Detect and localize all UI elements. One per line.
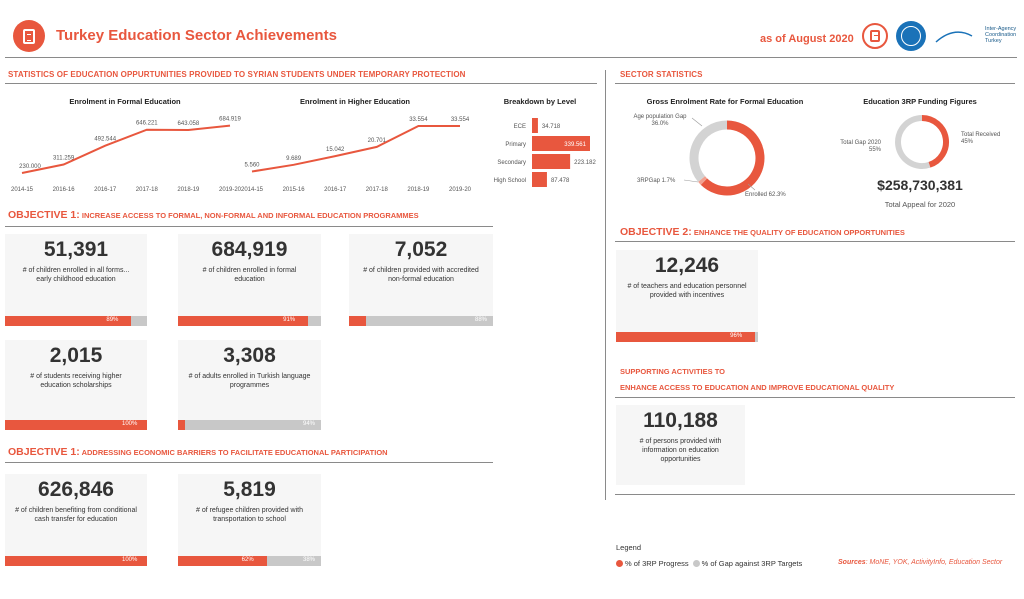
objective-1-tile-3-progress-label: 88% bbox=[474, 317, 487, 323]
supporting-divider bbox=[615, 397, 1015, 398]
formal-enrolment-chart-title: Enrolment in Formal Education bbox=[69, 97, 181, 106]
breakdown-value-label: 223.182 bbox=[574, 160, 596, 166]
formal-enrolment-x-tick: 2019-20 bbox=[218, 187, 242, 193]
objective-1-tile-3 bbox=[349, 234, 493, 326]
objective-1b-tile-2-gap-label: 38% bbox=[302, 557, 315, 563]
legend-title: Legend bbox=[616, 543, 642, 552]
un-logo-icon bbox=[896, 21, 926, 51]
formal-enrolment-x-tick: 2014-15 bbox=[10, 187, 34, 193]
breakdown-bar-chart bbox=[480, 118, 600, 198]
objective-1b-tile-2 bbox=[178, 474, 321, 566]
funding-caption: Total Appeal for 2020 bbox=[884, 200, 956, 209]
higher-enrolment-x-tick: 2018-19 bbox=[407, 187, 430, 193]
objective-1b-tile-1-description: # of children benefiting from conditional cash transfer for education bbox=[15, 507, 137, 523]
funding-slice bbox=[898, 118, 929, 166]
higher-enrolment-value-label: 9.689 bbox=[286, 155, 302, 162]
objective-2-tile-number: 12,246 bbox=[654, 254, 720, 277]
supporting-title-1: SUPPORTING ACTIVITIES TO bbox=[620, 367, 726, 376]
breakdown-value-label: 339.561 bbox=[564, 142, 586, 148]
higher-enrolment-line-chart bbox=[240, 110, 480, 198]
objective-1-tile-3-description: # of children provided with accredited non-formal education bbox=[363, 267, 479, 283]
formal-enrolment-x-tick: 2016-17 bbox=[94, 187, 117, 193]
legend-gap-dot bbox=[693, 560, 700, 567]
objective-1b-prefix: OBJECTIVE 1: bbox=[8, 446, 80, 458]
formal-enrolment-x-tick: 2018-19 bbox=[177, 187, 200, 193]
sector-divider bbox=[615, 83, 1015, 84]
objective-1b-tile-2-description: # of refugee children provided with transportation to school bbox=[195, 507, 303, 523]
gross-enrolment-donut-chart bbox=[620, 110, 830, 205]
formal-enrolment-value-label: 684.919 bbox=[219, 116, 241, 123]
legend-progress-dot bbox=[616, 560, 623, 567]
objective-2-tile-progress-bar bbox=[616, 332, 758, 342]
gross-enrolment-chart-title: Gross Enrolment Rate for Formal Education bbox=[646, 97, 804, 106]
sector-section-title: SECTOR STATISTICS bbox=[620, 70, 703, 79]
objective-1-tile-3-progress-bar bbox=[349, 316, 493, 326]
legend bbox=[616, 559, 802, 568]
funding-received-label: Total Received 45% bbox=[961, 132, 1001, 145]
statistics-divider bbox=[5, 83, 597, 84]
objective-1-tile-1-number: 51,391 bbox=[43, 238, 109, 261]
objective-1-tile-5-description: # of adults enrolled in Turkish language programmes bbox=[188, 373, 311, 389]
objective-1-prefix: OBJECTIVE 1: bbox=[8, 209, 80, 221]
objective-1b-tile-2-progress-label: 62% bbox=[241, 557, 254, 563]
objective-1-tile-4-progress-bar bbox=[5, 420, 147, 430]
objective-1-title bbox=[8, 209, 419, 221]
objective-1-tile-1 bbox=[5, 234, 147, 326]
higher-enrolment-series-line bbox=[252, 126, 460, 172]
objective-1-tile-2 bbox=[178, 234, 321, 326]
formal-enrolment-x-tick: 2016-16 bbox=[52, 187, 75, 193]
objective-2-title bbox=[620, 226, 905, 238]
objective-1-tile-5-progress-bar bbox=[178, 420, 321, 430]
higher-enrolment-x-tick: 2014-15 bbox=[240, 187, 264, 193]
objective-1b-tile-1-progress-bar bbox=[5, 556, 147, 566]
objective-1-tile-3-progress-fill bbox=[349, 316, 366, 326]
breakdown-value-label: 87.478 bbox=[550, 178, 570, 184]
formal-enrolment-value-label: 492.544 bbox=[94, 136, 117, 143]
objective-1-tile-1-progress-bar bbox=[5, 316, 147, 326]
funding-chart-title: Education 3RP Funding Figures bbox=[863, 97, 977, 106]
sources-text: : MoNE, YOK, ActivityInfo, Education Sector bbox=[865, 559, 1003, 566]
objective-2-divider bbox=[615, 241, 1015, 242]
higher-enrolment-x-tick: 2016-17 bbox=[324, 187, 347, 193]
objective-1-tile-4-progress-label: 100% bbox=[122, 421, 138, 427]
breakdown-category-label: ECE bbox=[513, 124, 526, 130]
sector-logo-icon bbox=[862, 23, 888, 49]
breakdown-chart-title: Breakdown by Level bbox=[503, 97, 577, 106]
gross-enrolment-slice bbox=[702, 179, 704, 182]
objective-1-rest: INCREASE ACCESS TO FORMAL, NON-FORMAL AND INFORMAL EDUCATION PROGRAMMES bbox=[79, 211, 419, 220]
supporting-bottom-divider bbox=[615, 494, 1015, 495]
education-logo-icon bbox=[13, 20, 45, 52]
breakdown-category-label: Primary bbox=[505, 142, 526, 148]
funding-donut-chart bbox=[825, 110, 1020, 175]
gross-enrolment-enrolled-label: Enrolled 62.3% bbox=[745, 192, 786, 198]
higher-enrolment-value-label: 33.554 bbox=[409, 116, 428, 123]
gross-enrolment-age-gap-label: Age population Gap 36.0% bbox=[633, 114, 687, 127]
formal-enrolment-value-label: 311.259 bbox=[52, 155, 75, 162]
funding-gap-label: Total Gap 2020 55% bbox=[840, 140, 881, 153]
formal-enrolment-line-chart bbox=[10, 110, 250, 198]
higher-enrolment-x-tick: 2019-20 bbox=[448, 187, 472, 193]
objective-1-tile-2-progress-bar bbox=[178, 316, 321, 326]
breakdown-bar bbox=[532, 118, 538, 133]
breakdown-bar bbox=[532, 172, 547, 187]
formal-enrolment-value-label: 646.221 bbox=[135, 120, 158, 127]
gross-enrolment-3rp-gap-label: 3RPGap 1.7% bbox=[637, 178, 676, 184]
objective-2-tile bbox=[616, 250, 758, 342]
higher-enrolment-x-tick: 2017-18 bbox=[365, 187, 388, 193]
gross-enrolment-slice bbox=[694, 125, 727, 179]
objective-1-tile-5-progress-fill bbox=[178, 420, 185, 430]
formal-enrolment-value-label: 643.058 bbox=[177, 121, 200, 128]
statistics-section-title: STATISTICS OF EDUCATION OPPURTUNITIES PROVIDED TO SYRIAN STUDENTS UNDER TEMPORARY PROTECTION bbox=[8, 70, 466, 79]
partner-logo-text bbox=[985, 26, 1016, 44]
objective-1-tile-4 bbox=[5, 340, 147, 430]
header-divider bbox=[5, 57, 1017, 58]
partner-logo-graphic bbox=[934, 24, 974, 46]
supporting-tile-description: # of persons provided with information on education opportunities bbox=[639, 438, 722, 463]
objective-1-divider bbox=[5, 226, 493, 227]
objective-2-tile-progress-label: 96% bbox=[730, 333, 743, 339]
funding-slice bbox=[922, 118, 946, 165]
objective-1b-tile-1 bbox=[5, 474, 147, 566]
higher-enrolment-value-label: 5.560 bbox=[244, 162, 260, 169]
objective-1-tile-1-progress-label: 89% bbox=[106, 317, 119, 323]
objective-1-tile-4-number: 2,015 bbox=[49, 344, 103, 367]
as-of-date: as of August 2020 bbox=[760, 33, 854, 45]
formal-enrolment-x-tick: 2017-18 bbox=[135, 187, 158, 193]
objective-1-tile-1-description: # of children enrolled in all forms... early childhood education bbox=[22, 267, 130, 283]
objective-1-tile-3-number: 7,052 bbox=[394, 238, 448, 261]
legend-progress-label: % of 3RP Progress bbox=[625, 559, 689, 568]
objective-1-tile-5 bbox=[178, 340, 321, 430]
breakdown-bar bbox=[532, 154, 570, 169]
objective-1b-rest: ADDRESSING ECONOMIC BARRIERS TO FACILITATE EDUCATIONAL PARTICIPATION bbox=[79, 448, 388, 457]
sources bbox=[838, 559, 1002, 566]
funding-amount: $258,730,381 bbox=[877, 177, 963, 193]
page-title: Turkey Education Sector Achievements bbox=[56, 27, 337, 44]
objective-1b-tile-2-number: 5,819 bbox=[223, 478, 276, 501]
objective-1-tile-2-number: 684,919 bbox=[211, 238, 288, 261]
formal-enrolment-value-label: 230.000 bbox=[19, 163, 41, 170]
objective-1-tile-5-number: 3,308 bbox=[223, 344, 276, 367]
objective-1-tile-5-progress-label: 94% bbox=[302, 421, 315, 427]
partner-logo-line-2: Coordination bbox=[985, 32, 1017, 38]
vertical-divider bbox=[605, 70, 606, 500]
gross-enrolment-slice bbox=[704, 125, 760, 191]
partner-logo-line-3: Turkey bbox=[985, 38, 1002, 44]
objective-1-tile-2-progress-label: 91% bbox=[283, 317, 296, 323]
higher-enrolment-value-label: 33.554 bbox=[450, 116, 470, 123]
supporting-tile-number: 110,188 bbox=[643, 409, 718, 432]
partner-logo-line-1: Inter-Agency bbox=[985, 26, 1017, 32]
objective-1b-title bbox=[8, 446, 388, 458]
gross-enrolment-leader bbox=[684, 180, 698, 182]
breakdown-value-label: 34.718 bbox=[541, 124, 561, 130]
supporting-title-2: ENHANCE ACCESS TO EDUCATION AND IMPROVE EDUCATIONAL QUALITY bbox=[620, 383, 895, 392]
supporting-tile bbox=[616, 405, 745, 485]
formal-enrolment-series-line bbox=[22, 126, 230, 173]
sources-label: Sources bbox=[838, 559, 866, 566]
objective-1b-tile-1-progress-label: 100% bbox=[122, 557, 138, 563]
objective-1b-tile-1-number: 626,846 bbox=[38, 478, 114, 501]
breakdown-category-label: High School bbox=[493, 178, 526, 184]
higher-enrolment-x-tick: 2015-16 bbox=[282, 187, 305, 193]
higher-enrolment-value-label: 15.042 bbox=[326, 147, 345, 154]
objective-2-rest: ENHANCE THE QUALITY OF EDUCATION OPPORTUNITIES bbox=[691, 228, 905, 237]
higher-enrolment-value-label: 20.701 bbox=[367, 137, 386, 144]
partner-logo-icon bbox=[934, 24, 974, 46]
objective-1-tile-4-description: # of students receiving higher education scholarships bbox=[30, 373, 122, 389]
gross-enrolment-leader bbox=[692, 118, 702, 126]
objective-1-tile-2-description: # of children enrolled in formal education bbox=[202, 267, 297, 283]
breakdown-category-label: Secondary bbox=[497, 160, 526, 166]
objective-2-prefix: OBJECTIVE 2: bbox=[620, 226, 692, 238]
objective-1b-tile-2-progress-bar bbox=[178, 556, 321, 566]
objective-1b-divider bbox=[5, 462, 493, 463]
objective-2-tile-description: # of teachers and education personnel provided with incentives bbox=[627, 283, 747, 299]
higher-enrolment-chart-title: Enrolment in Higher Education bbox=[299, 97, 410, 106]
legend-gap-label: % of Gap against 3RP Targets bbox=[701, 559, 803, 568]
